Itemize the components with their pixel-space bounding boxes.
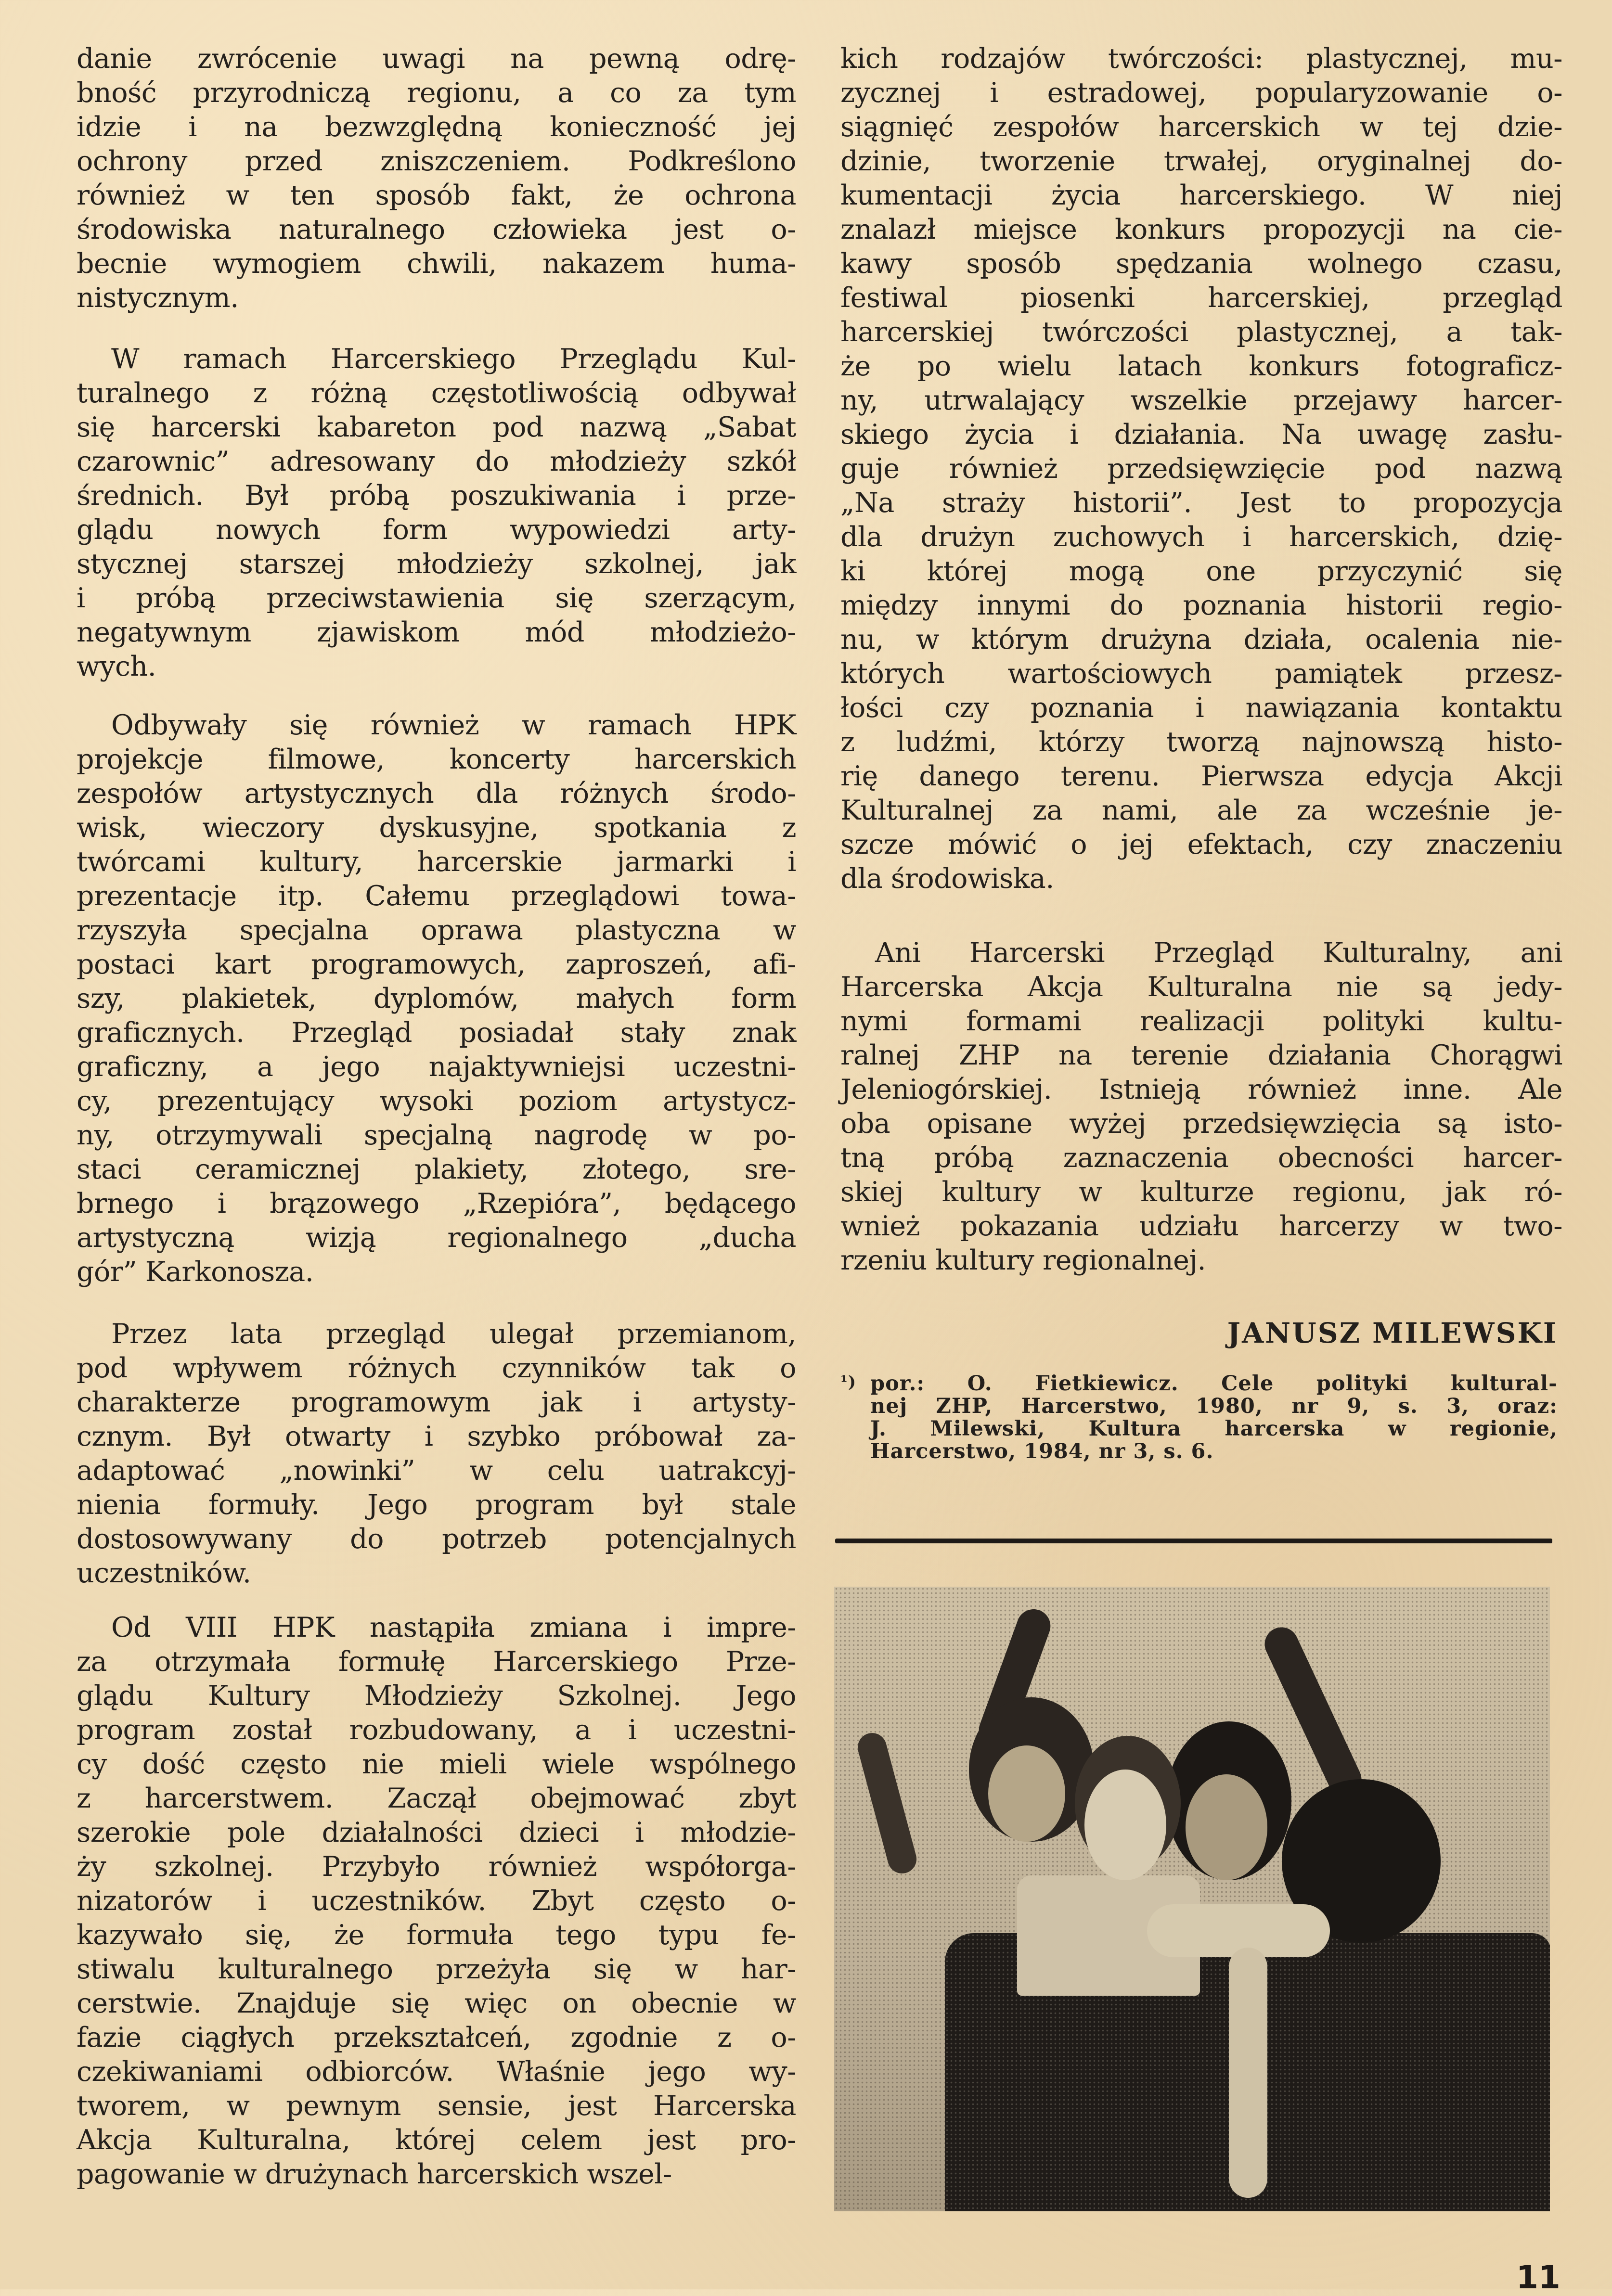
text-line: szerokie pole działalności dzieci i młodzie- <box>77 1817 796 1848</box>
text-line: dla środowiska. <box>840 863 1054 895</box>
separator-rule <box>835 1539 1552 1543</box>
text-line: nistycznym. <box>77 282 239 314</box>
text-line: cy, prezentujący wysoki poziom artystycz- <box>77 1085 796 1117</box>
text-line: postaci kart programowych, zaproszeń, afi- <box>77 949 796 980</box>
text-line: projekcje filmowe, koncerty harcerskich <box>77 744 796 775</box>
text-line: Od VIII HPK nastąpiła zmiana i impre- <box>111 1612 796 1643</box>
text-line: turalnego z różną częstotliwością odbywał <box>77 377 796 409</box>
text-line: tworem, w pewnym sensie, jest Harcerska <box>77 2090 796 2122</box>
text-line: bność przyrodniczą regionu, a co za tym <box>77 77 796 109</box>
text-line: nienia formuły. Jego program był stale <box>77 1489 796 1521</box>
paragraph <box>77 342 796 684</box>
text-line: rię danego terenu. Pierwsza edycja Akcji <box>840 760 1562 792</box>
text-line: nymi formami realizacji polityki kultu- <box>840 1005 1562 1037</box>
text-line: wnież pokazania udziału harcerzy w two- <box>840 1210 1562 1242</box>
text-line: się harcerski kabareton pod nazwą „Sabat <box>77 411 796 443</box>
text-line: nizatorów i uczestników. Zbyt często o- <box>77 1885 796 1917</box>
footnote-line: J. Milewski, Kultura harcerska w regionie, <box>870 1417 1558 1441</box>
text-line: W ramach Harcerskiego Przeglądu Kul- <box>111 343 796 375</box>
text-line: adaptować „nowinki” w celu uatrakcyj- <box>77 1455 796 1487</box>
text-line: pod wpływem różnych czynników tak o <box>77 1352 796 1384</box>
text-line: czekiwaniami odbiorców. Właśnie jego wy- <box>77 2056 796 2088</box>
page-number: 11 <box>1516 2259 1560 2296</box>
text-line: pagowanie w drużynach harcerskich wszel- <box>77 2158 672 2190</box>
text-line: kawy sposób spędzania wolnego czasu, <box>840 248 1562 280</box>
text-line: cy dość często nie mieli wiele wspólnego <box>77 1748 796 1780</box>
text-line: Kulturalnej za nami, ale za wcześnie je- <box>840 795 1562 826</box>
photo-figure <box>1229 1948 1267 2198</box>
text-line: tną próbą zaznaczenia obecności harcer- <box>840 1142 1562 1174</box>
text-line: graficzny, a jego najaktywniejsi uczestni- <box>77 1051 796 1083</box>
text-line: również w ten sposób fakt, że ochrona <box>77 180 796 211</box>
text-line: kich rodzajów twórczości: plastycznej, mu- <box>840 43 1562 75</box>
text-line: wych. <box>77 651 156 682</box>
text-line: ochrony przed zniszczeniem. Podkreślono <box>77 145 796 177</box>
text-line: zespołów artystycznych dla różnych środo- <box>77 778 796 809</box>
text-line: ży szkolnej. Przybyło również współorga- <box>77 1851 796 1883</box>
text-line: Akcja Kulturalna, której celem jest pro- <box>77 2124 796 2156</box>
text-line: stiwalu kulturalnego przeżyła się w har- <box>77 1953 796 1985</box>
footnote-line: Harcerstwo, 1984, nr 3, s. 6. <box>870 1439 1214 1463</box>
footnote-marker: ¹) <box>840 1372 856 1392</box>
photo-figure <box>1147 1904 1330 1957</box>
text-line: łości czy poznania i nawiązania kontaktu <box>840 692 1562 724</box>
photo-figure <box>1084 1770 1166 1880</box>
text-line: guje również przedsięwzięcie pod nazwą <box>840 453 1562 485</box>
text-line: kumentacji życia harcerskiego. W niej <box>840 180 1562 211</box>
paragraph <box>77 42 796 315</box>
text-line: z harcerstwem. Zaczął obejmować zbyt <box>77 1783 796 1814</box>
footnote <box>840 1372 1558 1463</box>
text-line: szcze mówić o jej efektach, czy znaczeniu <box>840 829 1562 860</box>
photo-figure <box>988 1745 1065 1842</box>
text-line: fazie ciągłych przekształceń, zgodnie z o- <box>77 2022 796 2053</box>
text-line: środowiska naturalnego człowieka jest o- <box>77 214 796 245</box>
text-line: wisk, wieczory dyskusyjne, spotkania z <box>77 812 796 844</box>
text-line: charakterze programowym jak i artysty- <box>77 1386 796 1418</box>
paragraph <box>77 1317 796 1591</box>
text-line: ny, otrzymywali specjalną nagrodę w po- <box>77 1119 796 1151</box>
text-line: brnego i brązowego „Rzepióra”, będącego <box>77 1188 796 1219</box>
text-line: rzyszyła specjalna oprawa plastyczna w <box>77 914 796 946</box>
text-line: że po wielu latach konkurs fotograficz- <box>840 350 1562 382</box>
text-line: prezentacje itp. Całemu przeglądowi towa- <box>77 880 796 912</box>
text-line: glądu nowych form wypowiedzi arty- <box>77 514 796 546</box>
text-line: festiwal piosenki harcerskiej, przegląd <box>840 282 1562 314</box>
text-line: danie zwrócenie uwagi na pewną odrę- <box>77 43 796 75</box>
text-line: becnie wymogiem chwili, nakazem huma- <box>77 248 796 280</box>
text-line: „Na straży historii”. Jest to propozycja <box>840 487 1562 519</box>
text-line: uczestników. <box>77 1557 251 1589</box>
text-line: ny, utrwalający wszelkie przejawy harcer- <box>840 385 1562 416</box>
paragraph <box>77 1611 796 2192</box>
text-line: stycznej starszej młodzieży szkolnej, jak <box>77 548 796 580</box>
text-line: i próbą przeciwstawienia się szerzącym, <box>77 582 796 614</box>
text-line: znalazł miejsce konkurs propozycji na cie- <box>840 214 1562 245</box>
text-line: skiego życia i działania. Na uwagę zasłu- <box>840 419 1562 450</box>
text-line: oba opisane wyżej przedsięwzięcia są isto- <box>840 1108 1562 1140</box>
text-line: Ani Harcerski Przegląd Kulturalny, ani <box>875 937 1562 969</box>
text-line: graficznych. Przegląd posiadał stały znak <box>77 1017 796 1049</box>
footnote-line <box>840 1372 1558 1395</box>
text-line: program został rozbudowany, a i uczestni- <box>77 1714 796 1746</box>
text-line: Jeleniogórskiej. Istnieją również inne. Ale <box>840 1074 1562 1105</box>
footnote-line: nej ZHP, Harcerstwo, 1980, nr 9, s. 3, oraz: <box>870 1394 1558 1418</box>
text-line: cerstwie. Znajduje się więc on obecnie w <box>77 1988 796 2019</box>
text-line: między innymi do poznania historii regio- <box>840 590 1562 621</box>
text-line: staci ceramicznej plakiety, złotego, sre- <box>77 1154 796 1185</box>
text-line: siągnięć zespołów harcerskich w tej dzie- <box>840 111 1562 143</box>
text-line: negatywnym zjawiskom mód młodzieżo- <box>77 616 796 648</box>
text-line: zycznej i estradowej, popularyzowanie o- <box>840 77 1562 109</box>
paragraph <box>840 42 1562 896</box>
footnote-text: por.: O. Fietkiewicz. Cele polityki kultural- <box>870 1372 1558 1396</box>
text-line: dzinie, tworzenie trwałej, oryginalnej do- <box>840 145 1562 177</box>
photo-dancers <box>834 1587 1550 2211</box>
text-line: rzeniu kultury regionalnej. <box>840 1244 1206 1276</box>
text-line: harcerskiej twórczości plastycznej, a tak- <box>840 316 1562 348</box>
photo-figure <box>1186 1774 1267 1880</box>
text-line: dostosowywany do potrzeb potencjalnych <box>77 1523 796 1555</box>
text-line: idzie i na bezwzględną konieczność jej <box>77 111 796 143</box>
text-line: Harcerska Akcja Kulturalna nie są jedy- <box>840 971 1562 1003</box>
text-line: ki której mogą one przyczynić się <box>840 555 1562 587</box>
text-line: kazywało się, że formuła tego typu fe- <box>77 1919 796 1951</box>
text-line: średnich. Był próbą poszukiwania i prze- <box>77 480 796 512</box>
text-line: gór” Karkonosza. <box>77 1256 314 1288</box>
text-line: z ludźmi, którzy tworzą najnowszą histo- <box>840 726 1562 758</box>
text-line: artystyczną wizją regionalnego „ducha <box>77 1222 796 1254</box>
text-line: ralnej ZHP na terenie działania Chorągwi <box>840 1039 1562 1071</box>
text-line: cznym. Był otwarty i szybko próbował za- <box>77 1421 796 1452</box>
paragraph <box>77 708 796 1289</box>
text-line: Odbywały się również w ramach HPK <box>111 709 796 741</box>
text-line: których wartościowych pamiątek przesz- <box>840 658 1562 690</box>
text-line: glądu Kultury Młodzieży Szkolnej. Jego <box>77 1680 796 1712</box>
text-line: twórcami kultury, harcerskie jarmarki i <box>77 846 796 878</box>
text-line: szy, plakietek, dyplomów, małych form <box>77 983 796 1014</box>
text-line: skiej kultury w kulturze regionu, jak ró- <box>840 1176 1562 1208</box>
text-line: czarownic” adresowany do młodzieży szkół <box>77 446 796 477</box>
text-line: za otrzymała formułę Harcerskiego Prze- <box>77 1646 796 1678</box>
paragraph <box>840 936 1562 1278</box>
text-line: nu, w którym drużyna działa, ocalenia nie- <box>840 624 1562 655</box>
text-line: Przez lata przegląd ulegał przemianom, <box>111 1318 796 1350</box>
text-line: dla drużyn zuchowych i harcerskich, dzię- <box>840 521 1562 553</box>
author-byline: JANUSZ MILEWSKI <box>1227 1317 1558 1349</box>
